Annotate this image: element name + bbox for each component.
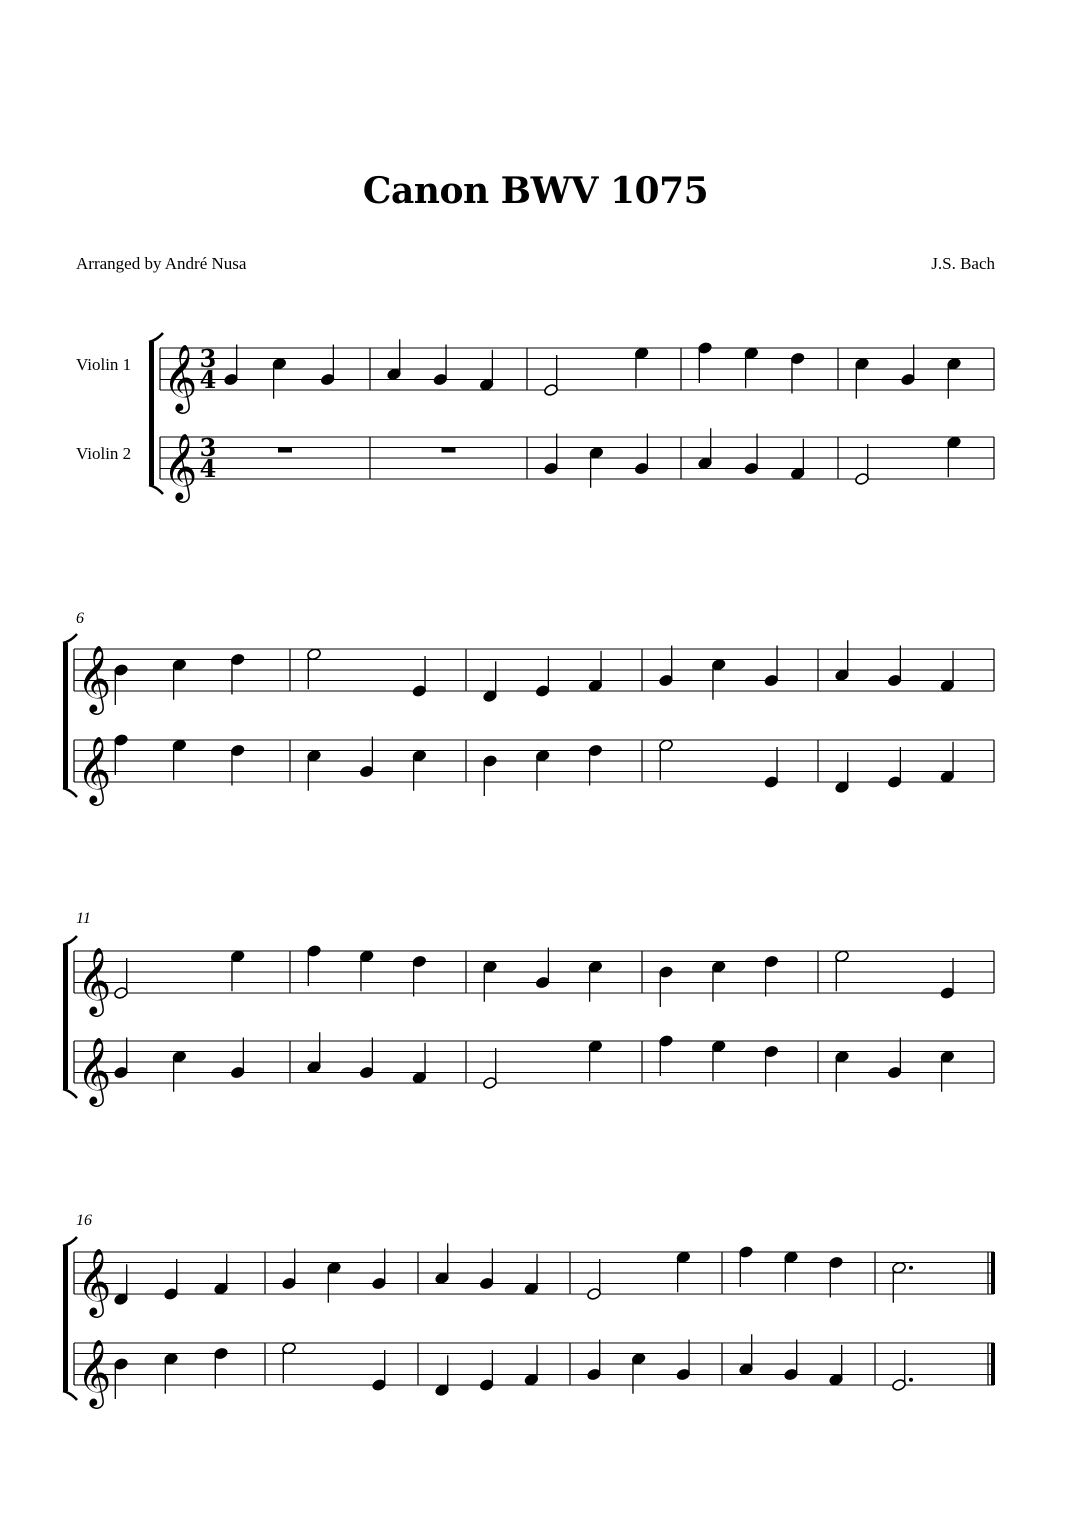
treble-clef-icon: 𝄞: [77, 1338, 112, 1406]
note: [697, 428, 712, 470]
time-signature-top: 3: [199, 433, 217, 462]
note: [738, 1245, 753, 1287]
measure-number-16: 16: [76, 1212, 92, 1229]
staff-violin-1: [160, 348, 994, 390]
note: [306, 944, 321, 986]
note: [828, 1345, 843, 1387]
note: [113, 958, 128, 1000]
note: [359, 950, 374, 992]
augmentation-dot: [909, 1266, 913, 1270]
note: [535, 948, 550, 990]
note: [783, 1340, 798, 1382]
note: [535, 656, 550, 698]
note: [658, 1034, 673, 1076]
note: [634, 347, 649, 389]
note: [320, 345, 335, 387]
staff-violin-1: [74, 649, 994, 691]
note: [946, 357, 961, 399]
score-title: Canon BWV 1075: [362, 170, 709, 212]
augmentation-dot: [909, 1378, 913, 1382]
note: [940, 1050, 955, 1092]
note: [589, 446, 604, 488]
note: [834, 752, 849, 794]
bracket-hook-bottom: [63, 1391, 77, 1400]
note: [163, 1259, 178, 1301]
note: [306, 1032, 321, 1074]
treble-clef-icon: 𝄞: [163, 343, 198, 411]
staff-violin-2: [74, 740, 994, 782]
note: [946, 436, 961, 478]
note: [631, 1352, 646, 1394]
note: [479, 350, 494, 392]
note: [412, 656, 427, 698]
note: [230, 950, 245, 992]
note: [887, 1038, 902, 1080]
note: [412, 955, 427, 997]
measure-number-6: 6: [76, 610, 84, 627]
note: [854, 444, 869, 486]
note: [887, 747, 902, 789]
note: [588, 1040, 603, 1082]
treble-clef-icon: 𝄞: [77, 1247, 112, 1315]
note: [434, 1355, 449, 1397]
note: [479, 1350, 494, 1392]
note: [744, 434, 759, 476]
note: [586, 1340, 601, 1382]
staff-bracket: [63, 643, 68, 788]
note: [113, 1038, 128, 1080]
staff-violin-1: [74, 951, 994, 993]
note: [764, 955, 779, 997]
note: [281, 1342, 296, 1384]
note: [524, 1254, 539, 1296]
note: [764, 646, 779, 688]
note: [359, 1038, 374, 1080]
note: [764, 1045, 779, 1087]
note: [113, 663, 128, 705]
bracket-hook-top: [63, 936, 77, 945]
note: [764, 747, 779, 789]
note: [940, 742, 955, 784]
note: [790, 439, 805, 481]
treble-clef-icon: 𝄞: [77, 644, 112, 712]
note: [834, 640, 849, 682]
note: [359, 737, 374, 779]
final-barline-thick: [991, 1252, 995, 1294]
note: [697, 341, 712, 383]
note: [738, 1334, 753, 1376]
whole-rest: [442, 448, 456, 453]
note: [442, 448, 456, 453]
final-barline-thick: [991, 1343, 995, 1385]
note: [658, 739, 673, 781]
note: [326, 1261, 341, 1303]
arranger-credit: Arranged by André Nusa: [76, 254, 247, 273]
note: [412, 1043, 427, 1085]
note: [588, 744, 603, 786]
note: [524, 1345, 539, 1387]
treble-clef-icon: 𝄞: [77, 946, 112, 1014]
staff-bracket: [149, 342, 154, 485]
note: [940, 651, 955, 693]
bracket-hook-top: [149, 333, 163, 342]
note: [900, 345, 915, 387]
note: [306, 648, 321, 690]
bracket-hook-bottom: [63, 788, 77, 797]
note: [676, 1340, 691, 1382]
note: [386, 339, 401, 381]
note: [113, 733, 128, 775]
note: [230, 653, 245, 695]
instrument-label-violin-1: Violin 1: [76, 355, 132, 374]
composer-credit: J.S. Bach: [931, 254, 995, 273]
note: [634, 434, 649, 476]
staff-bracket: [63, 1246, 68, 1391]
note: [230, 1038, 245, 1080]
note: [371, 1249, 386, 1291]
staff-bracket: [63, 945, 68, 1089]
note: [588, 651, 603, 693]
note: [172, 1050, 187, 1092]
time-signature-top: 3: [199, 344, 217, 373]
note: [482, 661, 497, 703]
note: [172, 739, 187, 781]
note: [482, 1048, 497, 1090]
treble-clef-icon: 𝄞: [77, 735, 112, 803]
time-signature-bottom: 4: [199, 454, 217, 483]
note: [543, 434, 558, 476]
note: [113, 1357, 128, 1399]
note: [711, 960, 726, 1002]
bracket-hook-top: [63, 634, 77, 643]
note: [887, 646, 902, 688]
staff-violin-2: [160, 437, 994, 479]
note: [482, 754, 497, 796]
note: [306, 749, 321, 791]
instrument-label-violin-2: Violin 2: [76, 444, 132, 463]
note: [479, 1249, 494, 1291]
note: [433, 345, 448, 387]
treble-clef-icon: 𝄞: [163, 432, 198, 500]
note: [412, 749, 427, 791]
note: [586, 1259, 601, 1301]
note: [371, 1350, 386, 1392]
note: [213, 1254, 228, 1296]
whole-rest: [278, 448, 292, 453]
note: [163, 1352, 178, 1394]
note: [213, 1347, 228, 1389]
note: [223, 345, 238, 387]
note: [790, 352, 805, 394]
note: [940, 958, 955, 1000]
time-signature-bottom: 4: [199, 365, 217, 394]
note: [658, 965, 673, 1007]
note: [281, 1249, 296, 1291]
note: [272, 357, 287, 399]
measure-number-11: 11: [76, 910, 91, 927]
note: [854, 357, 869, 399]
note: [828, 1256, 843, 1298]
note: [172, 658, 187, 700]
note: [711, 658, 726, 700]
note: [278, 448, 292, 453]
bracket-hook-bottom: [63, 1089, 77, 1098]
note: [588, 960, 603, 1002]
note: [834, 950, 849, 992]
note: [711, 1040, 726, 1082]
staff-violin-2: [74, 1041, 994, 1083]
bracket-hook-top: [63, 1237, 77, 1246]
note: [658, 646, 673, 688]
note: [676, 1251, 691, 1293]
note: [891, 1261, 913, 1303]
note: [113, 1264, 128, 1306]
note: [543, 355, 558, 397]
bracket-hook-bottom: [149, 485, 163, 494]
system-3: [63, 936, 994, 1098]
note: [744, 347, 759, 389]
note: [535, 749, 550, 791]
note: [834, 1050, 849, 1092]
system-2: [63, 634, 994, 797]
note: [783, 1251, 798, 1293]
note: [230, 744, 245, 786]
note: [482, 960, 497, 1002]
treble-clef-icon: 𝄞: [77, 1036, 112, 1104]
note: [434, 1243, 449, 1285]
